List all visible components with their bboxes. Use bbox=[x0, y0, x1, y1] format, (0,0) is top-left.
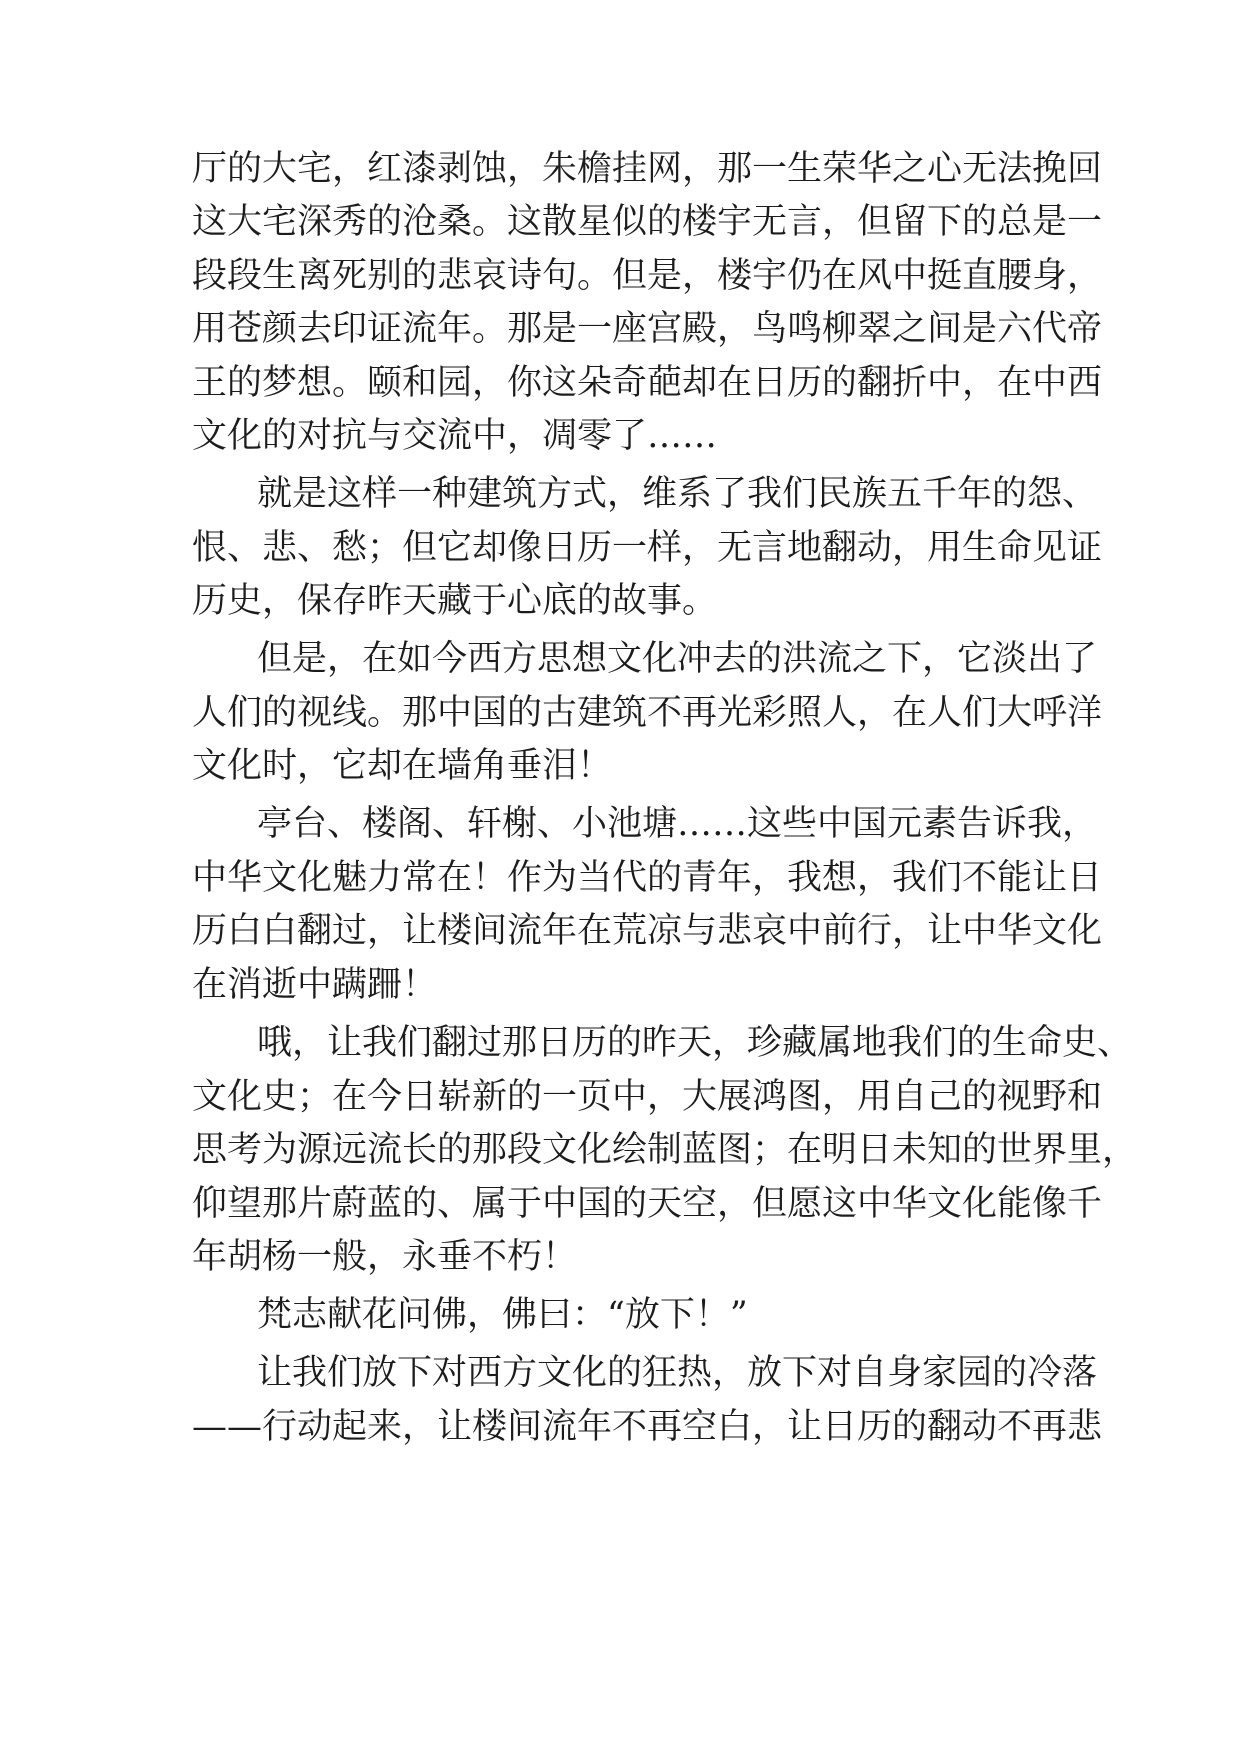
text-line: 历史，保存昨天藏于心底的故事。 bbox=[192, 581, 718, 621]
text-line: 仰望那片蔚蓝的、属于中国的天空，但愿这中华文化能像千 bbox=[192, 1184, 1103, 1224]
text-line: 厅的大宅，红漆剥蚀，朱檐挂网，那一生荣华之心无法挽回 bbox=[192, 149, 1103, 189]
text-line: 年胡杨一般，永垂不朽！ bbox=[192, 1237, 578, 1277]
text-line: 文化的对抗与交流中，凋零了…… bbox=[192, 416, 718, 456]
paragraph-first-line: 亭台、楼阁、轩榭、小池塘……这些中国元素告诉我， bbox=[257, 804, 1098, 844]
text-line: 段段生离死别的悲哀诗句。但是，楼宇仍在风中挺直腰身， bbox=[192, 256, 1103, 296]
text-line: 这大宅深秀的沧桑。这散星似的楼宇无言，但留下的总是一 bbox=[192, 202, 1103, 242]
paragraph-first-line: 让我们放下对西方文化的狂热，放下对自身家园的冷落 bbox=[257, 1353, 1098, 1393]
text-line: 文化时，它却在墙角垂泪！ bbox=[192, 746, 613, 786]
text-line: 中华文化魅力常在！作为当代的青年，我想，我们不能让日 bbox=[192, 858, 1103, 898]
text-line: 人们的视线。那中国的古建筑不再光彩照人，在人们大呼洋 bbox=[192, 693, 1103, 733]
text-line: 恨、悲、愁；但它却像日历一样，无言地翻动，用生命见证 bbox=[192, 528, 1103, 568]
text-line: 在消逝中蹒跚！ bbox=[192, 965, 438, 1005]
text-line: 思考为源远流长的那段文化绘制蓝图；在明日未知的世界里， bbox=[192, 1130, 1138, 1170]
text-line: 王的梦想。颐和园，你这朵奇葩却在日历的翻折中，在中西 bbox=[192, 363, 1103, 403]
paragraph-first-line: 哦，让我们翻过那日历的昨天，珍藏属地我们的生命史、 bbox=[257, 1023, 1133, 1063]
text-line: 用苍颜去印证流年。那是一座宫殿，鸟鸣柳翠之间是六代帝 bbox=[192, 309, 1103, 349]
text-line: 文化史；在今日崭新的一页中，大展鸿图，用自己的视野和 bbox=[192, 1077, 1103, 1117]
paragraph-first-line: 就是这样一种建筑方式，维系了我们民族五千年的怨、 bbox=[257, 474, 1098, 514]
text-line: 历白白翻过，让楼间流年在荒凉与悲哀中前行，让中华文化 bbox=[192, 911, 1103, 951]
text-line: ——行动起来，让楼间流年不再空白，让日历的翻动不再悲 bbox=[192, 1407, 1103, 1447]
paragraph-first-line: 梵志献花问佛，佛曰：“放下！” bbox=[257, 1295, 748, 1335]
paragraph-first-line: 但是，在如今西方思想文化冲去的洪流之下，它淡出了 bbox=[257, 639, 1098, 679]
